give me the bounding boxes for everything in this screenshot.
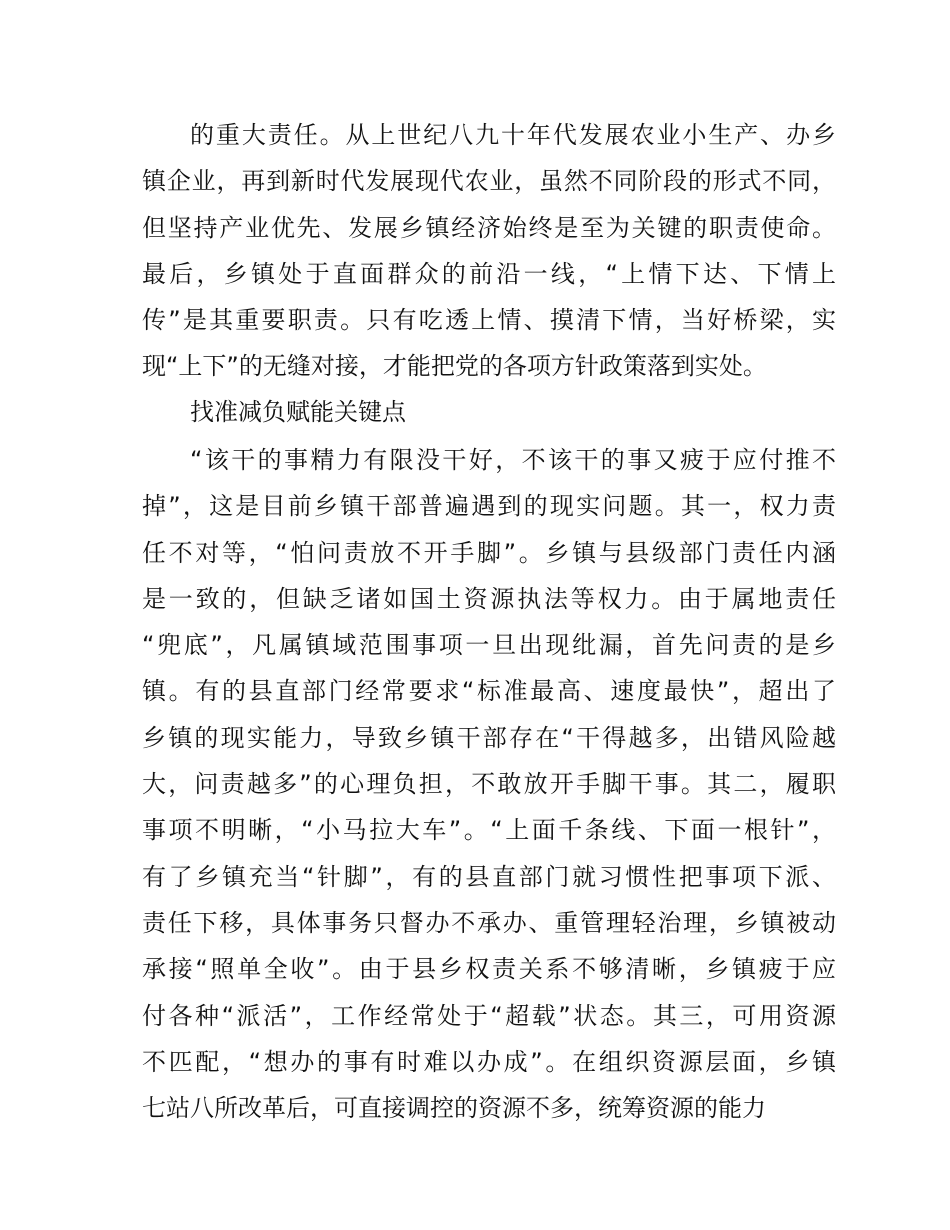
text-line: 承接“照单全收”。由于县乡权责关系不够清晰，乡镇疲于应 [142, 955, 836, 984]
paragraph-2 [142, 437, 836, 1131]
text-line: 但坚持产业优先、发展乡镇经济始终是至为关键的职责使命。 [142, 213, 836, 242]
text-line: 七站八所改革后，可直接调控的资源不多，统筹资源的能力 [142, 1094, 766, 1123]
text-line: 任不对等，“怕问责放不开手脚”。乡镇与县级部门责任内涵 [142, 538, 836, 567]
text-line: 事项不明晰，“小马拉大车”。“上面千条线、下面一根针”， [142, 816, 836, 845]
section-heading-block [142, 389, 836, 435]
text-line: 付各种“派活”，工作经常处于“超载”状态。其三，可用资源 [142, 1001, 836, 1030]
text-line: 责任下移，具体事务只督办不承办、重管理轻治理，乡镇被动 [142, 908, 836, 937]
paragraph-1 [142, 112, 836, 390]
text-line: 最后，乡镇处于直面群众的前沿一线，“上情下达、下情上 [142, 259, 836, 288]
text-line: 的重大责任。从上世纪八九十年代发展农业小生产、办乡 [190, 121, 836, 149]
text-line: 现“上下”的无缝对接，才能把党的各项方针政策落到实处。 [142, 352, 767, 381]
text-line: “兜底”，凡属镇域范围事项一旦出现纰漏，首先问责的是乡 [142, 631, 836, 660]
text-line: 有了乡镇充当“针脚”，有的县直部门就习惯性把事项下派、 [142, 862, 836, 891]
text-line: 乡镇的现实能力，导致乡镇干部存在“干得越多，出错风险越 [142, 723, 836, 752]
text-line: 掉”，这是目前乡镇干部普遍遇到的现实问题。其一，权力责 [142, 492, 836, 521]
section-heading: 找准减负赋能关键点 [190, 398, 406, 426]
text-line: 镇。有的县直部门经常要求“标准最高、速度最快”，超出了 [142, 677, 836, 706]
text-line: 不匹配，“想办的事有时难以办成”。在组织资源层面，乡镇 [142, 1047, 836, 1076]
text-line: “该干的事精力有限没干好，不该干的事又疲于应付推不 [190, 446, 836, 474]
text-line: 大，问责越多”的心理负担，不敢放开手脚干事。其二，履职 [142, 770, 836, 799]
text-line: 是一致的，但缺乏诸如国土资源执法等权力。由于属地责任 [142, 584, 836, 613]
text-line: 传”是其重要职责。只有吃透上情、摸清下情，当好桥梁，实 [142, 306, 836, 335]
text-line: 镇企业，再到新时代发展现代农业，虽然不同阶段的形式不同， [142, 167, 836, 196]
